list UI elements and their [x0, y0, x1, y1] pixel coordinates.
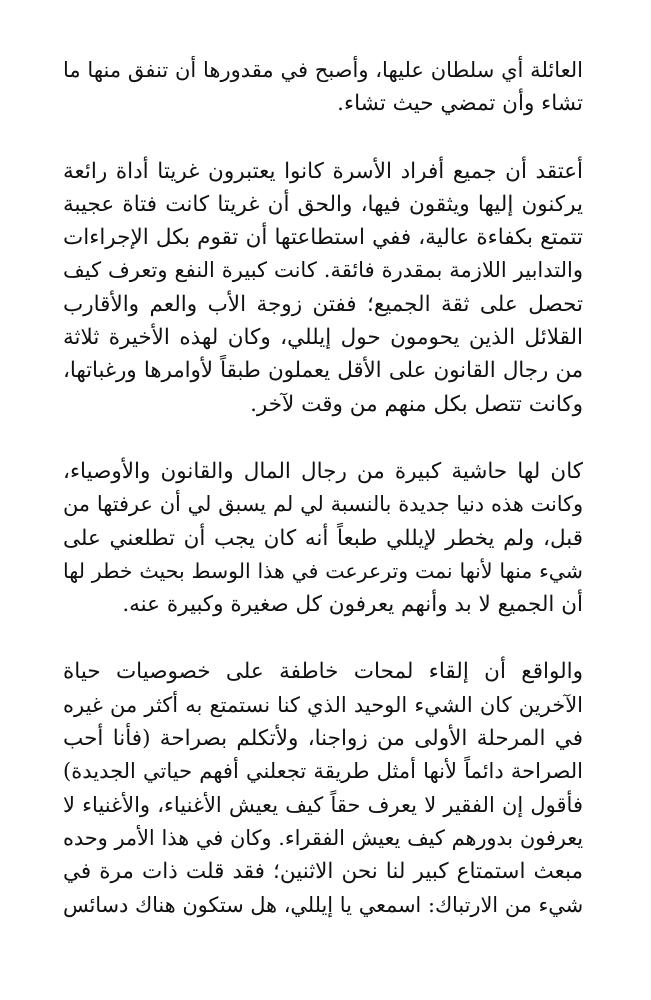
paragraph-3	[63, 455, 583, 621]
text-line: تشاء وأن تمضي حيث تشاء.	[337, 91, 583, 117]
text-line: شيء منها لأنها نمت وترعرعت في هذا الوسط بحيث خطر لها	[63, 558, 583, 583]
text-line: يعرفون بدورهم كيف يعيش الفقراء. وكان في هذا الأمر وحده	[63, 825, 583, 850]
text-line: كان لها حاشية كبيرة من رجال المال والقانون والأوصياء،	[63, 458, 583, 484]
text-line: والواقع أن إلقاء لمحات خاطفة على خصوصيات حياة	[63, 659, 583, 685]
paragraph-2	[63, 155, 583, 421]
text-line: فأقول إن الفقير لا يعرف حقاً كيف يعيش الأغنياء، والأغنياء لا	[63, 792, 583, 817]
text-line: شيء من الارتباك: اسمعي يا إيللي، هل ستكون هناك دسائس	[63, 892, 583, 917]
text-line: من رجال القانون على الأقل يعملون طبقاً لأوامرها ورغباتها،	[63, 358, 583, 384]
text-line: الآخرين كان الشيء الوحيد الذي كنا نستمتع به أكثر من غيره	[63, 692, 583, 717]
text-line: قبل، ولم يخطر لإيللي طبعاً أنه كان يجب أن تطلعني على	[63, 525, 583, 551]
text-line: والتدابير اللازمة بمقدرة فائقة. كانت كبيرة النفع وتعرف كيف	[63, 258, 583, 283]
text-line: أن الجميع لا بد وأنهم يعرفون كل صغيرة وكبيرة عنه.	[122, 592, 583, 618]
paragraph-4	[63, 655, 583, 921]
text-line: مبعث استمتاع كبير لنا نحن الاثنين؛ فقد قلت ذات مرة في	[63, 859, 583, 885]
text-column	[63, 54, 583, 956]
text-line: وكانت هذه دنيا جديدة بالنسبة لي لم يسبق لي أن عرفتها من	[63, 492, 583, 517]
text-line: القلائل الذين يحومون حول إيللي، وكان لهذه الأخيرة ثلاثة	[63, 325, 583, 351]
text-line: تتمتع بكفاءة عالية، ففي استطاعتها أن تقوم بكل الإجراءات	[63, 225, 583, 251]
text-line: العائلة أي سلطان عليها، وأصبح في مقدورها أن تنفق منها ما	[63, 58, 583, 82]
text-line: تحصل على ثقة الجميع؛ ففتن زوجة الأب والعم والأقارب	[63, 291, 583, 317]
text-line: الصراحة دائماً لأنها أمثل طريقة تجعلني أفهم حياتي الجديدة)	[63, 759, 583, 784]
text-line: أعتقد أن جميع أفراد الأسرة كانوا يعتبرون غريتا أداة رائعة	[63, 158, 583, 184]
text-line: وكانت تتصل بكل منهم من وقت لآخر.	[250, 391, 583, 417]
text-line: في المرحلة الأولى من زواجنا، ولأتكلم بصراحة (فأنا أحب	[63, 726, 583, 752]
paragraph-1	[63, 54, 583, 121]
text-line: يركنون إليها ويثقون فيها، والحق أن غريتا كانت فتاة عجيبة	[63, 191, 583, 217]
